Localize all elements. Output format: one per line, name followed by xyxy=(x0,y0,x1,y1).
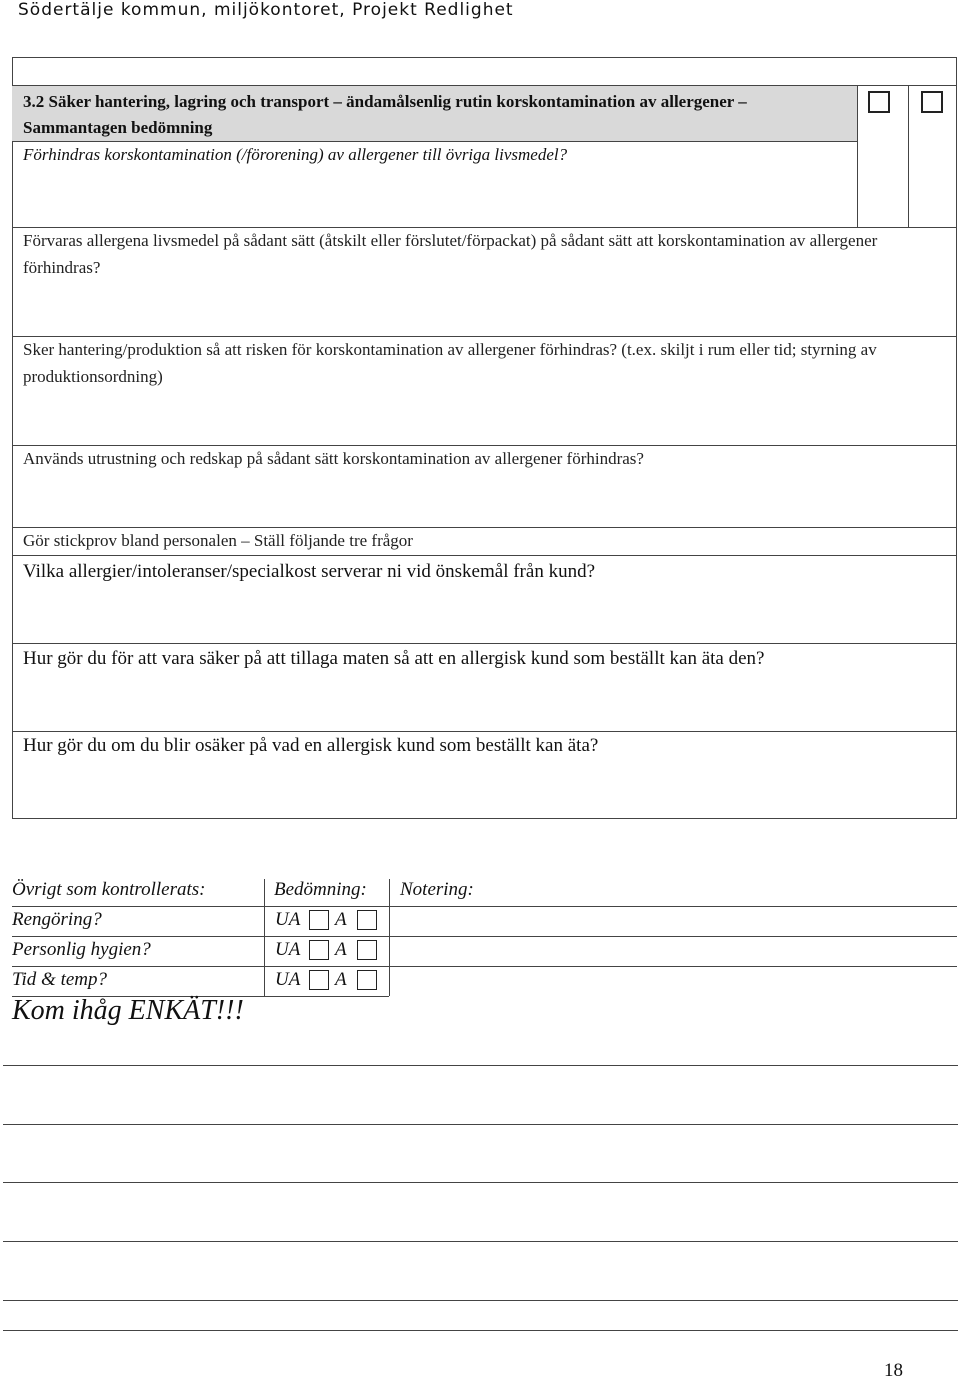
survey-reminder: Kom ihåg ENKÄT!!! xyxy=(12,995,244,1026)
divider xyxy=(12,731,957,732)
section-title-line2: Sammantagen bedömning xyxy=(23,118,213,137)
staff-question-2: Hur gör du för att vara säker på att tillaga maten så att en allergisk kund som beställt kan äta den? xyxy=(23,648,765,669)
document-header: Södertälje kommun, miljökontoret, Projekt Redlighet xyxy=(18,0,514,20)
page-number: 18 xyxy=(884,1360,903,1381)
section-title xyxy=(23,89,853,141)
staff-question-1: Vilka allergier/intoleranser/specialkost serverar ni vid önskemål från kund? xyxy=(23,561,596,582)
question-storage: Förvaras allergena livsmedel på sådant sätt (åtskilt eller förslutet/förpackat) på sådant sätt att korskontamination av allergener förhindras? xyxy=(23,231,878,277)
question-equipment: Används utrustning och redskap på sådant sätt korskontamination av allergener förhindras? xyxy=(23,449,644,468)
row-time-temp-label: Tid & temp? xyxy=(12,969,108,990)
row-cleaning-a: A xyxy=(335,909,347,930)
note-line xyxy=(3,1124,958,1125)
main-question: Förhindras korskontamination (/förorening) av allergener till övriga livsmedel? xyxy=(23,145,568,164)
section-title-line1: 3.2 Säker hantering, lagring och transport – ändamålsenlig rutin korskontamination av allergener – xyxy=(23,92,747,111)
row-time-temp-a: A xyxy=(335,969,347,990)
note-line xyxy=(3,1241,958,1242)
note-col-label: Notering: xyxy=(400,879,474,900)
other-col-label: Övrigt som kontrollerats: xyxy=(12,879,206,900)
note-line xyxy=(3,1065,958,1066)
divider xyxy=(264,879,265,996)
checkbox-ua[interactable] xyxy=(868,91,890,113)
divider xyxy=(908,85,909,227)
row-time-temp-ua-checkbox[interactable] xyxy=(309,970,329,990)
row-time-temp-ua: UA xyxy=(275,969,301,990)
divider xyxy=(12,555,957,556)
divider xyxy=(389,879,390,996)
note-line xyxy=(3,1330,958,1331)
staff-question-3: Hur gör du om du blir osäker på vad en allergisk kund som beställt kan äta? xyxy=(23,735,599,756)
divider xyxy=(12,936,957,937)
staff-intro: Gör stickprov bland personalen – Ställ följande tre frågor xyxy=(23,531,413,550)
divider xyxy=(857,85,957,86)
row-cleaning-ua: UA xyxy=(275,909,301,930)
divider xyxy=(12,643,957,644)
assessment-frame xyxy=(12,57,957,819)
note-line xyxy=(3,1300,958,1301)
row-time-temp-a-checkbox[interactable] xyxy=(357,970,377,990)
divider xyxy=(12,906,957,907)
row-cleaning-label: Rengöring? xyxy=(12,909,102,930)
row-cleaning-ua-checkbox[interactable] xyxy=(309,910,329,930)
assessment-col-label: Bedömning: xyxy=(274,879,367,900)
row-hygiene-label: Personlig hygien? xyxy=(12,939,151,960)
divider xyxy=(12,141,857,142)
divider xyxy=(857,85,858,227)
row-hygiene-a: A xyxy=(335,939,347,960)
row-hygiene-ua-checkbox[interactable] xyxy=(309,940,329,960)
row-hygiene-ua: UA xyxy=(275,939,301,960)
checkbox-a[interactable] xyxy=(921,91,943,113)
row-hygiene-a-checkbox[interactable] xyxy=(357,940,377,960)
note-line xyxy=(3,1182,958,1183)
row-cleaning-a-checkbox[interactable] xyxy=(357,910,377,930)
question-handling: Sker hantering/produktion så att risken för korskontamination av allergener förhindras? (t.ex. skiljt i rum eller tid; styrning av produktionsordning) xyxy=(23,340,877,386)
divider xyxy=(12,966,957,967)
